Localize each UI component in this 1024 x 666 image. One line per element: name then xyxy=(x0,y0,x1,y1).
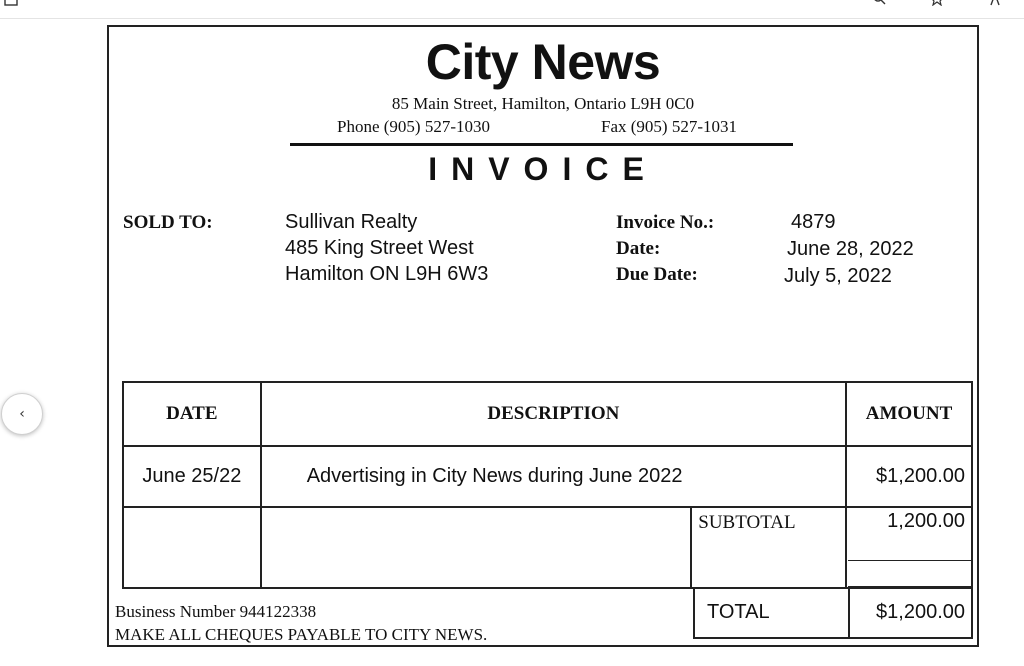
subtotal-row xyxy=(123,507,972,588)
invoice-date: June 28, 2022 xyxy=(787,238,914,260)
empty-date-cell xyxy=(123,507,261,588)
due-date: July 5, 2022 xyxy=(784,265,892,287)
invoice-number-label: Invoice No.: xyxy=(616,212,715,233)
sidebar-icon[interactable] xyxy=(4,0,18,6)
search-icon[interactable] xyxy=(872,0,886,6)
company-address: 85 Main Street, Hamilton, Ontario L9H 0C0 xyxy=(391,94,695,113)
invoice-number: 4879 xyxy=(791,211,836,233)
subtotal-value: 1,200.00 xyxy=(846,507,972,588)
chevron-left-icon: ‹ xyxy=(19,406,25,422)
due-date-label: Due Date: xyxy=(616,264,698,285)
amount-column-header: AMOUNT xyxy=(846,382,972,446)
sold-to-label: SOLD TO: xyxy=(123,212,213,233)
subtotal-rule xyxy=(848,586,973,587)
total-box xyxy=(693,588,973,639)
customer-name: Sullivan Realty xyxy=(285,211,418,233)
date-column-header: DATE xyxy=(123,382,261,446)
header-divider xyxy=(290,143,793,146)
total-value: $1,200.00 xyxy=(876,601,965,623)
subtotal-label: SUBTOTAL xyxy=(691,507,846,588)
line-items-table xyxy=(122,381,973,589)
total-label: TOTAL xyxy=(707,601,770,623)
company-phone: Phone (905) 527-1030 xyxy=(337,117,490,136)
browser-toolbar xyxy=(0,0,1024,19)
invoice-date-label: Date: xyxy=(616,238,661,259)
payable-note: MAKE ALL CHEQUES PAYABLE TO CITY NEWS. xyxy=(115,625,488,644)
customer-street: 485 King Street West xyxy=(285,237,474,259)
text-size-icon[interactable] xyxy=(990,0,1004,6)
invoice-document xyxy=(107,25,979,647)
row-date: June 25/22 xyxy=(123,446,261,507)
company-fax: Fax (905) 527-1031 xyxy=(601,117,737,136)
bookmark-icon[interactable] xyxy=(930,0,944,6)
empty-description-cell xyxy=(261,507,692,588)
row-description: Advertising in City News during June 2022 xyxy=(261,446,846,507)
table-header-row xyxy=(123,382,972,446)
total-divider xyxy=(848,588,850,637)
subtotal-rule xyxy=(848,560,973,561)
table-row xyxy=(123,446,972,507)
description-column-header: DESCRIPTION xyxy=(261,382,846,446)
customer-city: Hamilton ON L9H 6W3 xyxy=(285,263,489,285)
row-amount: $1,200.00 xyxy=(846,446,972,507)
company-name: City News xyxy=(425,34,661,90)
document-title: INVOICE xyxy=(428,151,658,187)
previous-page-button[interactable] xyxy=(1,393,43,435)
business-number: Business Number 944122338 xyxy=(115,602,317,621)
